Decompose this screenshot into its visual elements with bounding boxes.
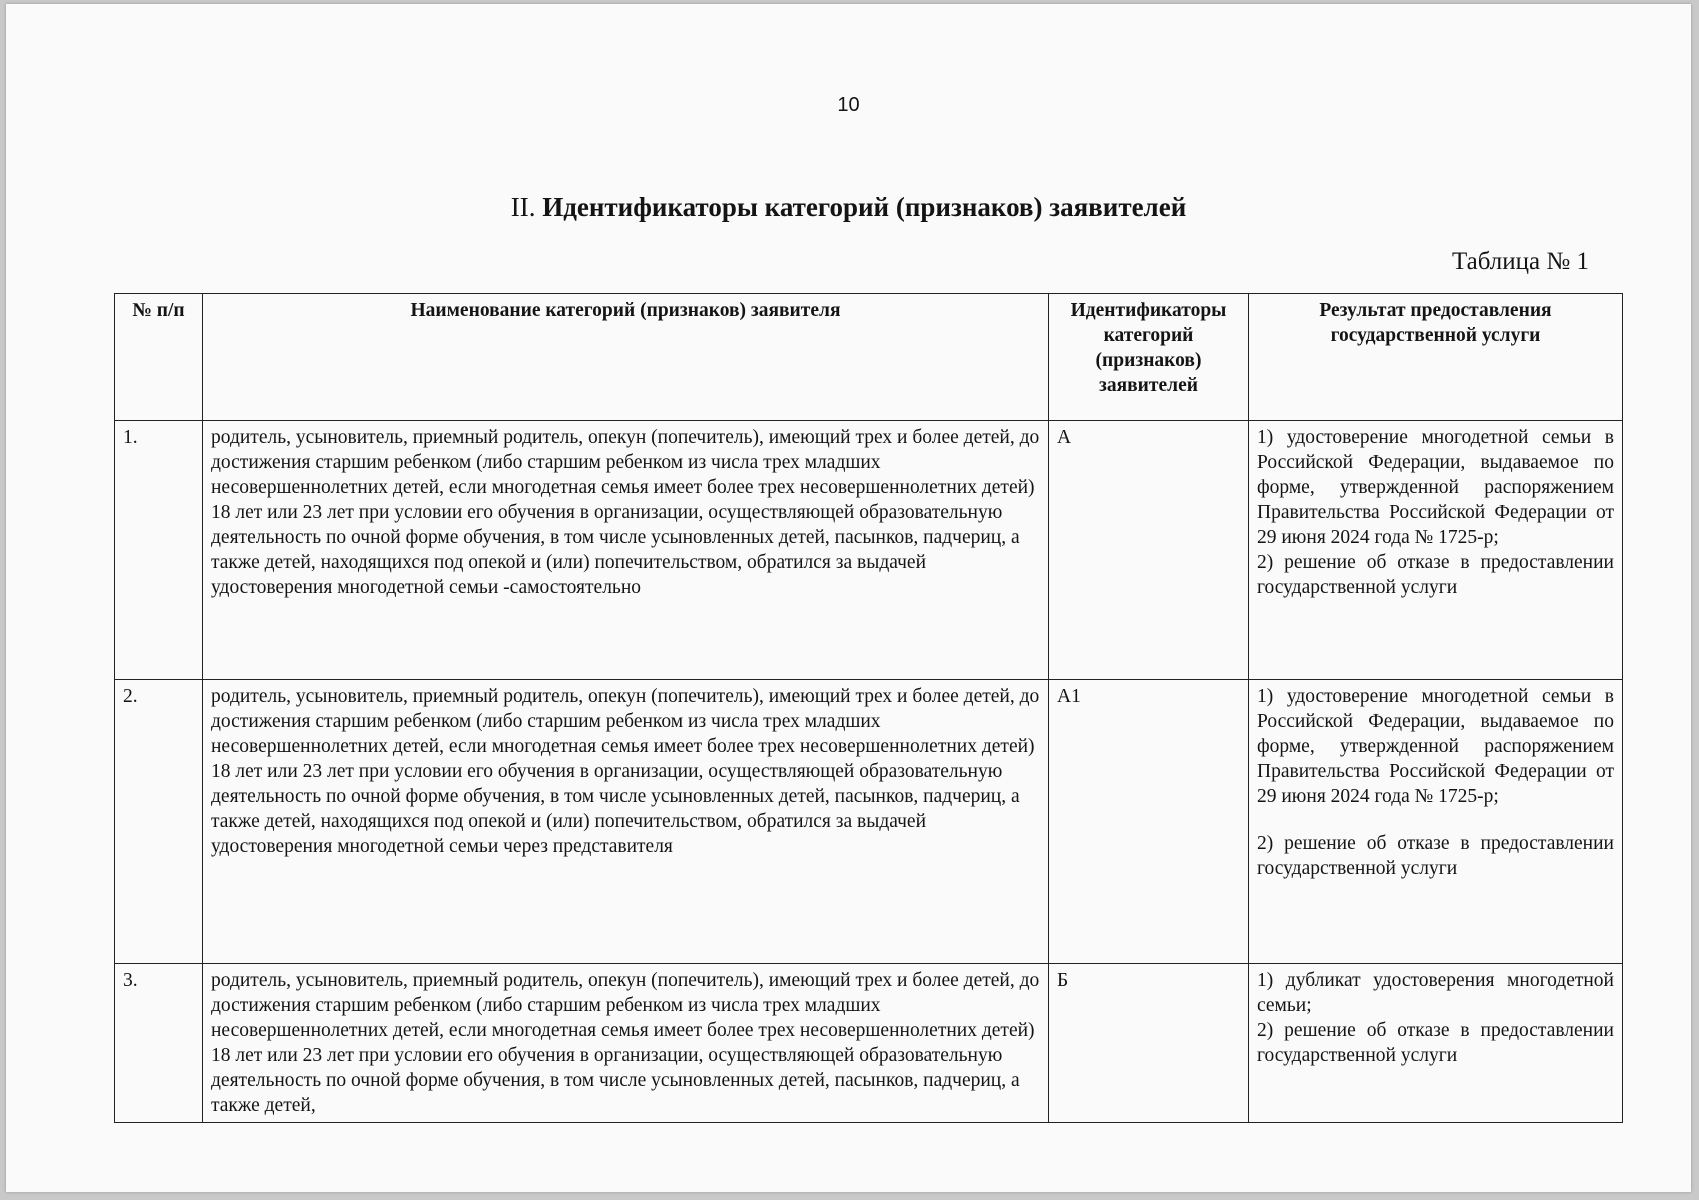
table-caption: Таблица № 1: [1451, 248, 1589, 275]
row-number: 3.: [115, 964, 203, 1123]
table-row: [115, 421, 1623, 680]
page-number: 10: [837, 94, 860, 116]
section-title: [6, 192, 1691, 223]
row-result: [1249, 964, 1623, 1123]
header-result: Результат предоставления государственной услуги: [1249, 294, 1623, 421]
row-number: 1.: [115, 421, 203, 680]
row-description: родитель, усыновитель, приемный родитель, опекун (попечитель), имеющий трех и более детей, до достижения старшим ребенком (либо старшим ребенком из числа трех младших несовершеннолетних детей, если многодетная семья имеет более трех несовершеннолетних детей) 18 лет или 23 лет при условии его обучения в организации, осуществляющей образовательную деятельность по очной форме обучения, в том числе усыновленных детей, пасынков, падчериц, а также детей,: [203, 964, 1049, 1123]
table-row: [115, 964, 1623, 1123]
row-number: 2.: [115, 680, 203, 964]
result-item: 1) удостоверение многодетной семьи в Российской Федерации, выдаваемое по форме, утвержденной распоряжением Правительства Российской Федерации от 29 июня 2024 года № 1725-р;: [1257, 686, 1614, 807]
table-header-row: [115, 294, 1623, 421]
header-number: № п/п: [115, 294, 203, 421]
row-result: [1249, 421, 1623, 680]
document-page: [6, 4, 1691, 1192]
result-item: 2) решение об отказе в предоставлении государственной услуги: [1257, 1020, 1614, 1066]
result-item: 2) решение об отказе в предоставлении государственной услуги: [1257, 552, 1614, 598]
section-title-text: Идентификаторы категорий (признаков) заявителей: [542, 192, 1187, 222]
header-identifier: Идентификаторы категорий (признаков) заявителей: [1049, 294, 1249, 421]
row-identifier: Б: [1049, 964, 1249, 1123]
applicant-categories-table: [114, 293, 1623, 1123]
result-item: 1) дубликат удостоверения многодетной семьи;: [1257, 970, 1614, 1016]
row-identifier: А1: [1049, 680, 1249, 964]
result-spacer: [1257, 809, 1614, 831]
section-roman-numeral: II.: [510, 192, 536, 222]
header-category-name: Наименование категорий (признаков) заявителя: [203, 294, 1049, 421]
row-identifier: А: [1049, 421, 1249, 680]
row-result: [1249, 680, 1623, 964]
result-item: 2) решение об отказе в предоставлении государственной услуги: [1257, 833, 1614, 879]
result-item: 1) удостоверение многодетной семьи в Российской Федерации, выдаваемое по форме, утвержденной распоряжением Правительства Российской Федерации от 29 июня 2024 года № 1725-р;: [1257, 427, 1614, 548]
row-description: родитель, усыновитель, приемный родитель, опекун (попечитель), имеющий трех и более детей, до достижения старшим ребенком (либо старшим ребенком из числа трех младших несовершеннолетних детей, если многодетная семья имеет более трех несовершеннолетних детей) 18 лет или 23 лет при условии его обучения в организации, осуществляющей образовательную деятельность по очной форме обучения, в том числе усыновленных детей, пасынков, падчериц, а также детей, находящихся под опекой и (или) попечительством, обратился за выдачей удостоверения многодетной семьи -самостоятельно: [203, 421, 1049, 680]
table-row: [115, 680, 1623, 964]
row-description: родитель, усыновитель, приемный родитель, опекун (попечитель), имеющий трех и более детей, до достижения старшим ребенком (либо старшим ребенком из числа трех младших несовершеннолетних детей, если многодетная семья имеет более трех несовершеннолетних детей) 18 лет или 23 лет при условии его обучения в организации, осуществляющей образовательную деятельность по очной форме обучения, в том числе усыновленных детей, пасынков, падчериц, а также детей, находящихся под опекой и (или) попечительством, обратился за выдачей удостоверения многодетной семьи через представителя: [203, 680, 1049, 964]
